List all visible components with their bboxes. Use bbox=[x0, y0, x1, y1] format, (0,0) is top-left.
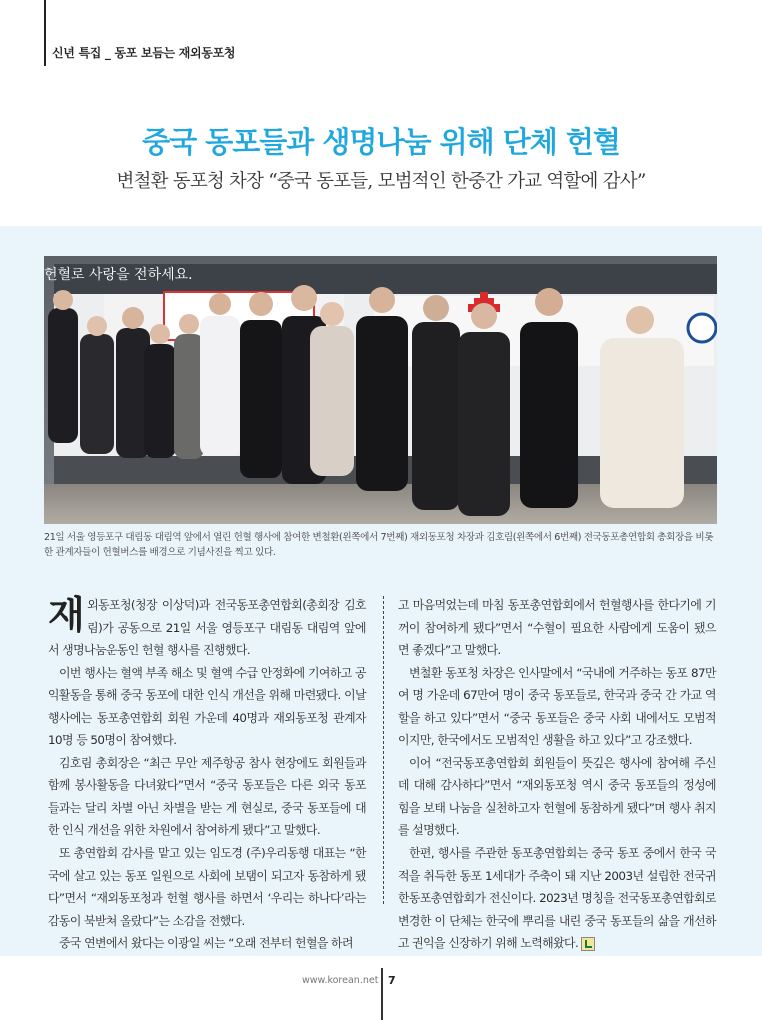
paragraph-4: 또 총연합회 감사를 맡고 있는 임도경 (주)우리동행 대표는 “한국에 살고 있는 동포 일원으로 사회에 보탬이 되고자 동참하게 됐다”면서 “재외동포청과 헌혈 행사를 하면서 ‘우리는 하나다’라는 감동이 북받쳐 올랐다”는 소감을 전했다. bbox=[48, 846, 366, 928]
footer-rule bbox=[381, 968, 383, 1020]
article-subtitle: 변철환 동포청 차장 “중국 동포들, 모범적인 한중간 가교 역할에 감사” bbox=[116, 171, 646, 192]
paragraph-7: 변철환 동포청 차장은 인사말에서 “국내에 거주하는 동포 87만여 명 가운데 67만여 명이 중국 동포들로, 한국과 중국 간 가교 역할을 하고 있다”면서 “중국 동포들은 중국 사회 내에서도 모범적이지만, 한국에서도 모범적인 생활을 하고 있다”고 강조했다. bbox=[398, 665, 716, 748]
paragraph-6: 고 마음먹었는데 마침 동포총연합회에서 헌혈행사를 한다기에 기꺼이 참여하게 됐다”면서 “수혈이 필요한 사람에게 도움이 됐으면 좋겠다”고 말했다. bbox=[398, 598, 716, 658]
article-title: 중국 동포들과 생명나눔 위해 단체 헌혈 bbox=[142, 125, 620, 159]
paragraph-5: 중국 연변에서 왔다는 이광일 씨는 “오래 전부터 헌혈을 하려 bbox=[59, 936, 353, 951]
paragraph-9: 한편, 행사를 주관한 동포총연합회는 중국 동포 중에서 한국 국적을 취득한 동포 1세대가 주축이 돼 지난 2003년 설립한 전국귀한동포총연합회가 전신이다. 2023년 명칭을 전국동포총연합회로 변경한 이 단체는 한국에 뿌리를 내린 중국 동포들의 삶을 개선하고 권익을 신장하기 위해 노력해왔다. bbox=[398, 846, 716, 951]
column-divider bbox=[383, 596, 384, 904]
page-number: 7 bbox=[388, 974, 396, 987]
section-label: 신년 특집 _ 동포 보듬는 재외동포청 bbox=[52, 46, 236, 60]
header-rule bbox=[44, 0, 46, 66]
paragraph-3: 김호림 총회장은 “최근 무안 제주항공 참사 현장에도 회원들과 함께 봉사활동을 다녀왔다”면서 “중국 동포들은 다른 외국 동포들과는 달리 차별 아닌 차별을 받는 게 현실로, 중국 동포들에 대한 인식 개선을 위한 차원에서 참여하게 됐다”고 말했다. bbox=[48, 755, 366, 838]
paragraph-1: 외동포청(청장 이상덕)과 전국동포총연합회(총회장 김호림)가 공동으로 21일 서울 영등포구 대림동 대림역 앞에서 생명나눔운동인 헌혈 행사를 진행했다. bbox=[48, 598, 366, 658]
paragraph-8: 이어 “전국동포총연합회 회원들이 뜻깊은 행사에 참여해 주신 데 대해 감사하다”면서 “재외동포청 역시 중국 동포들의 정성에 힘을 보태 나눔을 실천하고자 헌혈에 동참하게 됐다”며 행사 취지를 설명했다. bbox=[398, 755, 716, 838]
paragraph-2: 이번 행사는 혈액 부족 해소 및 혈액 수급 안정화에 기여하고 공익활동을 통해 중국 동포에 대한 인식 개선을 위해 마련됐다. 이날 행사에는 동포총연합회 회원 가운데 40명과 재외동포청 관계자 10명 등 50명이 참여했다. bbox=[48, 665, 366, 748]
body-column-left bbox=[48, 594, 366, 955]
event-photo bbox=[44, 256, 717, 524]
body-column-right bbox=[398, 594, 716, 955]
end-mark-icon bbox=[581, 937, 595, 951]
footer-site: www.korean.net bbox=[302, 975, 379, 986]
drop-cap: 재 bbox=[48, 593, 85, 637]
bus-sign-text: 헌혈로 사랑을 전하세요. bbox=[44, 267, 193, 283]
photo-caption: 21일 서울 영등포구 대림동 대림역 앞에서 열린 헌혈 행사에 참여한 변철환(왼쪽에서 7번째) 재외동포청 차장과 김호림(왼쪽에서 6번째) 전국동포총연합회 총회장을 비롯한 관계자들이 헌혈버스를 배경으로 기념사진을 찍고 있다. bbox=[44, 532, 714, 558]
